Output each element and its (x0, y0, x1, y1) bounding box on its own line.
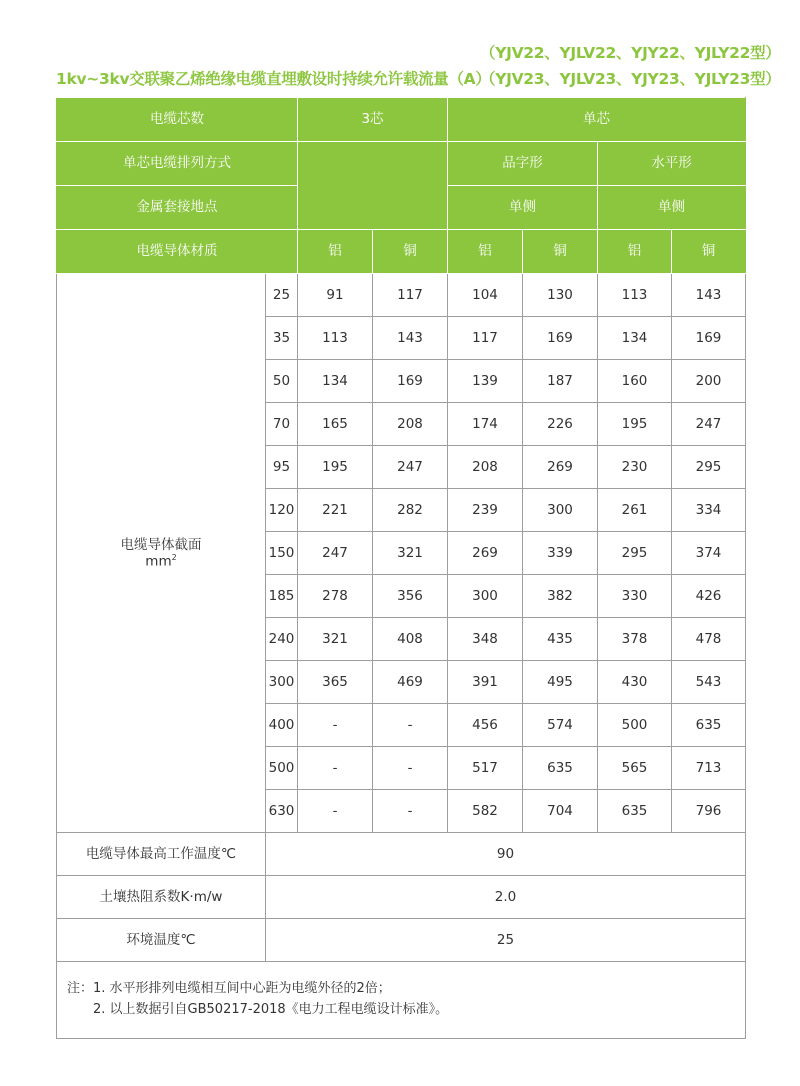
section-unit: mm (145, 553, 172, 570)
ampacity-value: 469 (373, 661, 448, 704)
cross-section-size: 95 (266, 446, 298, 489)
material-cu: 铜 (373, 230, 448, 274)
ampacity-value: 348 (448, 618, 523, 661)
header-row-core-count (57, 98, 746, 142)
ampacity-value: 230 (598, 446, 672, 489)
ampacity-value: 374 (672, 532, 746, 575)
cross-section-size: 25 (266, 274, 298, 317)
ampacity-value: - (298, 790, 373, 833)
ampacity-value: 130 (523, 274, 598, 317)
core-count-label: 电缆芯数 (57, 98, 298, 142)
ampacity-value: 391 (448, 661, 523, 704)
cross-section-size: 35 (266, 317, 298, 360)
ampacity-value: 408 (373, 618, 448, 661)
material-al: 铝 (598, 230, 672, 274)
ampacity-value: 200 (672, 360, 746, 403)
ampacity-table (56, 97, 746, 1039)
ampacity-value: 134 (298, 360, 373, 403)
footer-row (57, 833, 746, 876)
model-list-2: （YJV23、YJLV23、YJY23、YJLY23型） (480, 70, 781, 88)
ampacity-value: 796 (672, 790, 746, 833)
ampacity-value: 117 (448, 317, 523, 360)
ampacity-value: 117 (373, 274, 448, 317)
ampacity-value: 430 (598, 661, 672, 704)
footer-label: 环境温度℃ (57, 919, 266, 962)
section-unit-sup: 2 (171, 552, 177, 562)
footer-value: 25 (266, 919, 746, 962)
ampacity-value: 574 (523, 704, 598, 747)
cross-section-size: 50 (266, 360, 298, 403)
cross-section-size: 120 (266, 489, 298, 532)
ampacity-value: 456 (448, 704, 523, 747)
ampacity-value: 565 (598, 747, 672, 790)
ampacity-value: 261 (598, 489, 672, 532)
ampacity-value: 195 (298, 446, 373, 489)
ampacity-value: 282 (373, 489, 448, 532)
page-title: 1kv~3kv交联聚乙烯绝缘电缆直埋敷设时持续允许载流量（A） (56, 70, 491, 88)
ampacity-value: 378 (598, 618, 672, 661)
ampacity-value: 334 (672, 489, 746, 532)
ampacity-value: 713 (672, 747, 746, 790)
trefoil-grounding: 单侧 (448, 186, 598, 230)
ampacity-value: 91 (298, 274, 373, 317)
footer-label: 电缆导体最高工作温度℃ (57, 833, 266, 876)
ampacity-value: 704 (523, 790, 598, 833)
ampacity-value: 295 (598, 532, 672, 575)
ampacity-value: 134 (598, 317, 672, 360)
header-row-arrangement (57, 142, 746, 186)
note-line-1: 注：1. 水平形排列电缆相互间中心距为电缆外径的2倍； (67, 981, 391, 997)
ampacity-value: 543 (672, 661, 746, 704)
ampacity-value: 187 (523, 360, 598, 403)
ampacity-value: 269 (448, 532, 523, 575)
ampacity-value: 226 (523, 403, 598, 446)
ampacity-value: 143 (672, 274, 746, 317)
ampacity-value: 160 (598, 360, 672, 403)
cross-section-size: 185 (266, 575, 298, 618)
note-line-2: 2. 以上数据引自GB50217-2018《电力工程电缆设计标准》。 (93, 1002, 449, 1017)
ampacity-value: 169 (672, 317, 746, 360)
cross-section-size: 400 (266, 704, 298, 747)
ampacity-value: 635 (598, 790, 672, 833)
ampacity-value: 208 (448, 446, 523, 489)
material-cu: 铜 (672, 230, 746, 274)
ampacity-value: 139 (448, 360, 523, 403)
ampacity-value: 495 (523, 661, 598, 704)
ampacity-value: 113 (598, 274, 672, 317)
ampacity-value: 247 (373, 446, 448, 489)
section-label-text: 电缆导体截面 (120, 536, 202, 553)
material-al: 铝 (298, 230, 373, 274)
ampacity-value: 104 (448, 274, 523, 317)
header-row-material (57, 230, 746, 274)
ampacity-value: 500 (598, 704, 672, 747)
trefoil-header: 品字形 (448, 142, 598, 186)
three-core-blank (298, 142, 448, 230)
three-core-header: 3芯 (298, 98, 448, 142)
material-label: 电缆导体材质 (57, 230, 298, 274)
ampacity-value: - (373, 790, 448, 833)
ampacity-value: 169 (523, 317, 598, 360)
ampacity-value: 239 (448, 489, 523, 532)
ampacity-value: 426 (672, 575, 746, 618)
ampacity-value: 247 (672, 403, 746, 446)
arrangement-label: 单芯电缆排列方式 (57, 142, 298, 186)
footer-row (57, 919, 746, 962)
footer-value: 2.0 (266, 876, 746, 919)
notes-row (57, 962, 746, 1039)
ampacity-value: 356 (373, 575, 448, 618)
ampacity-value: 435 (523, 618, 598, 661)
ampacity-value: 330 (598, 575, 672, 618)
ampacity-value: 113 (298, 317, 373, 360)
model-list-1: （YJV22、YJLV22、YJY22、YJLY22型） (480, 44, 781, 62)
ampacity-value: 365 (298, 661, 373, 704)
ampacity-value: 517 (448, 747, 523, 790)
cross-section-size: 150 (266, 532, 298, 575)
ampacity-value: 582 (448, 790, 523, 833)
single-core-header: 单芯 (448, 98, 746, 142)
ampacity-value: - (298, 747, 373, 790)
ampacity-value: 339 (523, 532, 598, 575)
material-cu: 铜 (523, 230, 598, 274)
ampacity-value: 269 (523, 446, 598, 489)
cross-section-size: 300 (266, 661, 298, 704)
ampacity-value: 169 (373, 360, 448, 403)
ampacity-value: 635 (672, 704, 746, 747)
cross-section-size: 630 (266, 790, 298, 833)
ampacity-value: 382 (523, 575, 598, 618)
ampacity-value: 165 (298, 403, 373, 446)
cross-section-size: 240 (266, 618, 298, 661)
footer-row (57, 876, 746, 919)
ampacity-value: 143 (373, 317, 448, 360)
ampacity-value: 300 (448, 575, 523, 618)
ampacity-value: - (373, 704, 448, 747)
ampacity-value: - (298, 704, 373, 747)
ampacity-value: 247 (298, 532, 373, 575)
ampacity-value: 300 (523, 489, 598, 532)
ampacity-value: 221 (298, 489, 373, 532)
ampacity-value: 295 (672, 446, 746, 489)
grounding-label: 金属套接地点 (57, 186, 298, 230)
ampacity-value: 321 (298, 618, 373, 661)
ampacity-value: 174 (448, 403, 523, 446)
ampacity-value: - (373, 747, 448, 790)
ampacity-value: 478 (672, 618, 746, 661)
footer-value: 90 (266, 833, 746, 876)
cross-section-size: 500 (266, 747, 298, 790)
cross-section-size: 70 (266, 403, 298, 446)
ampacity-value: 195 (598, 403, 672, 446)
section-label (57, 274, 266, 833)
ampacity-value: 208 (373, 403, 448, 446)
flat-header: 水平形 (598, 142, 746, 186)
ampacity-value: 635 (523, 747, 598, 790)
material-al: 铝 (448, 230, 523, 274)
table-row (57, 274, 746, 317)
ampacity-value: 278 (298, 575, 373, 618)
footer-label: 土壤热阻系数K·m/w (57, 876, 266, 919)
flat-grounding: 单侧 (598, 186, 746, 230)
ampacity-value: 321 (373, 532, 448, 575)
notes (57, 962, 746, 1039)
